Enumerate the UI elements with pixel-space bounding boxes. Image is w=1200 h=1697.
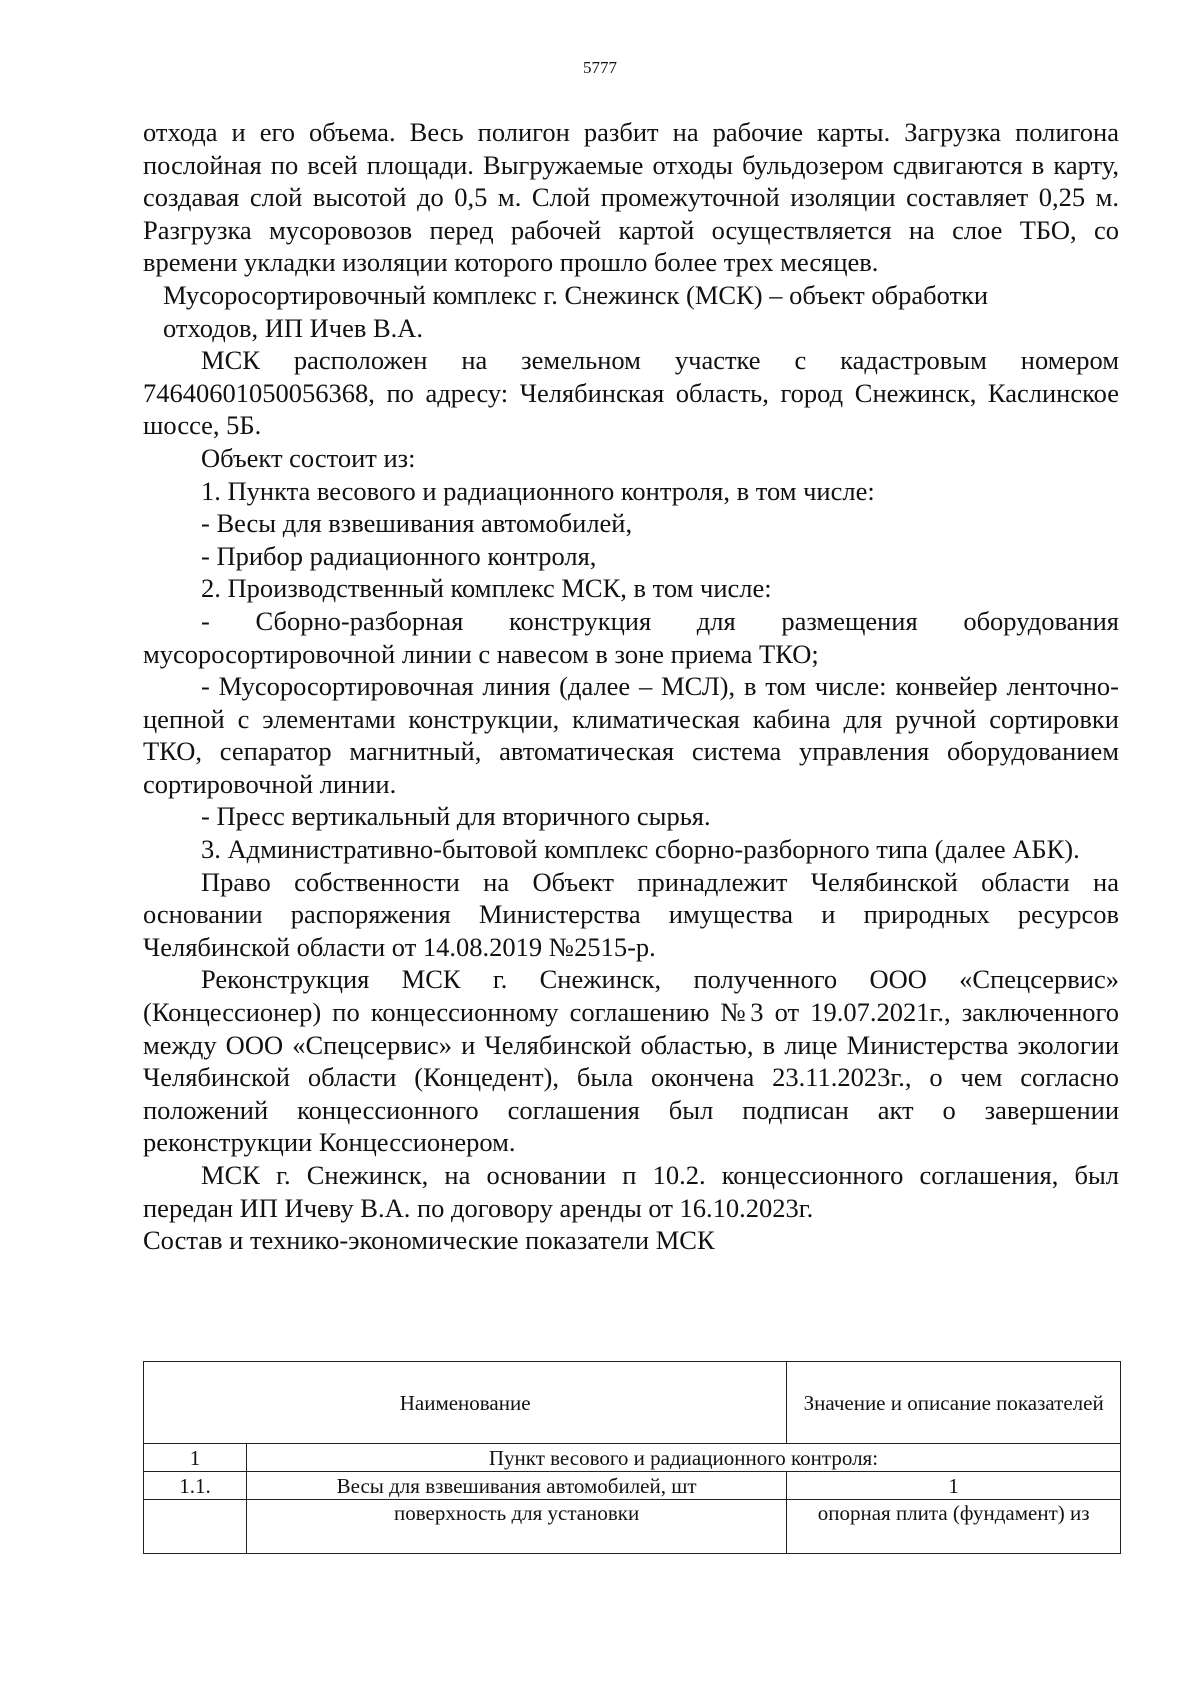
row-value-cell: 1	[787, 1472, 1121, 1500]
row-section-cell: Пункт весового и радиационного контроля:	[246, 1444, 1120, 1472]
list-item-3: 3. Административно-бытовой комплекс сборно-разборного типа (далее АБК).	[201, 834, 1080, 865]
row-number-cell: 1.1.	[144, 1472, 247, 1500]
paragraph-location: МСК расположен на земельном участке с кадастровым номером 74640601050056368, по адресу: Челябинская область, город Снежинск, Каслинское шоссе, 5Б.	[143, 345, 1119, 441]
section-title-line-1: Мусоросортировочный комплекс г. Снежинск (МСК) – объект обработки	[163, 279, 989, 310]
list-item-1: 1. Пункта весового и радиационного контроля, в том числе:	[201, 475, 875, 506]
paragraph-landfill-continuation: отхода и его объема. Весь полигон разбит на рабочие карты. Загрузка полигона послойная по всей площади. Выгружаемые отходы бульдозером сдвигаются в карту, создавая слой высотой до 0,5 м. Слой промежуточной изоляции составляет 0,25 м. Разгрузка мусоровозов перед рабочей картой осуществляется на слое ТБО, со времени укладки изоляции которого прошло более трех месяцев.	[143, 117, 1119, 278]
list-subitem-sorting-line: - Мусоросортировочная линия (далее – МСЛ), в том числе: конвейер ленточно-цепной с элементами конструкции, климатическая кабина для ручной сортировки ТКО, сепаратор магнитный, автоматическая система управления оборудованием сортировочной линии.	[143, 671, 1119, 799]
table-row	[144, 1500, 1121, 1554]
list-item-2: 2. Производственный комплекс МСК, в том числе:	[201, 573, 772, 604]
table-header-row	[144, 1362, 1121, 1444]
section-title	[143, 279, 1119, 344]
row-number-cell	[144, 1500, 247, 1554]
specs-table	[143, 1361, 1121, 1554]
paragraph-ownership: Право собственности на Объект принадлежит Челябинской области на основании распоряжения Министерства имущества и природных ресурсов Челябинской области от 14.08.2019 №2515-р.	[143, 866, 1119, 962]
row-number-cell: 1	[144, 1444, 247, 1472]
row-value-cell: опорная плита (фундамент) из	[787, 1500, 1121, 1554]
header-value-cell: Значение и описание показателей	[787, 1362, 1121, 1444]
paragraph-object-consists: Объект состоит из:	[201, 442, 416, 473]
list-subitem-press: - Пресс вертикальный для вторичного сырья.	[201, 801, 711, 832]
row-name-cell: Весы для взвешивания автомобилей, шт	[246, 1472, 786, 1500]
table-title: Состав и технико-экономические показатели МСК	[143, 1225, 715, 1256]
page-number: 5777	[583, 58, 617, 77]
section-title-line-2: отходов, ИП Ичев В.А.	[163, 312, 424, 343]
header-name-cell: Наименование	[144, 1362, 787, 1444]
list-subitem-structure: - Сборно-разборная конструкция для размещения оборудования мусоросортировочной линии с навесом в зоне приема ТКО;	[143, 605, 1119, 669]
table-row	[144, 1444, 1121, 1472]
row-name-cell: поверхность для установки	[246, 1500, 786, 1554]
document-body	[143, 116, 1119, 1257]
list-subitem-scales: - Весы для взвешивания автомобилей,	[201, 508, 633, 539]
paragraph-reconstruction: Реконструкция МСК г. Снежинск, полученного ООО «Спецсервис» (Концессионер) по концессионному соглашению №3 от 19.07.2021г., заключенного между ООО «Спецсервис» и Челябинской областью, в лице Министерства экологии Челябинской области (Концедент), была окончена 23.11.2023г., о чем согласно положений концессионного соглашения был подписан акт о завершении реконструкции Концессионером.	[143, 964, 1119, 1158]
list-subitem-radiation: - Прибор радиационного контроля,	[201, 540, 597, 571]
table-row	[144, 1472, 1121, 1500]
paragraph-lease: МСК г. Снежинск, на основании п 10.2. концессионного соглашения, был передан ИП Ичеву В.А. по договору аренды от 16.10.2023г.	[143, 1160, 1119, 1223]
